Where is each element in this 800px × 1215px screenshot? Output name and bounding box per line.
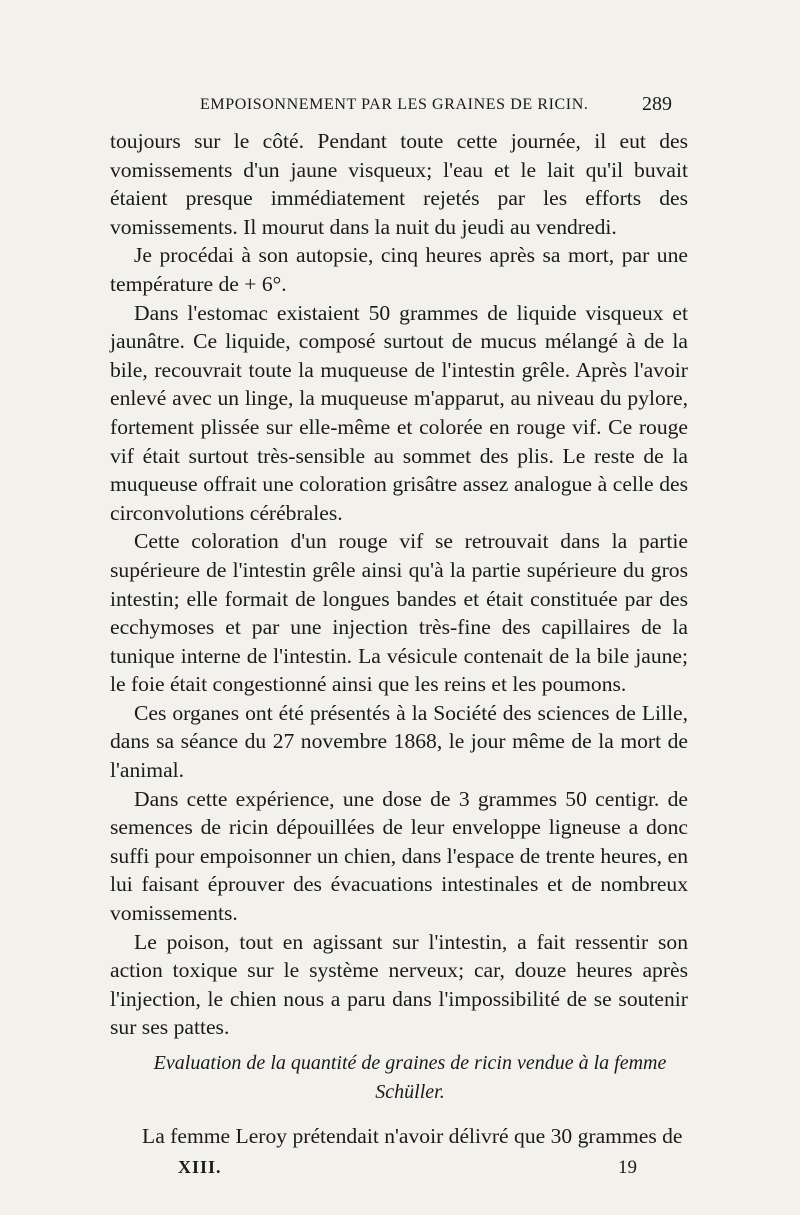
page-number: 289 (642, 93, 672, 115)
body-text (110, 127, 688, 1042)
signature-mark: XIII. (178, 1157, 222, 1177)
paragraph-leroy: La femme Leroy prétendait n'avoir délivré que 30 grammes de (142, 1124, 683, 1148)
paragraph-autopsy: Je procédai à son autopsie, cinq heures après sa mort, par une température de + 6°. (110, 243, 688, 296)
sheet-number: 19 (618, 1157, 637, 1178)
paragraph-experiment: Dans cette expérience, une dose de 3 grammes 50 centigr. de semences de ricin dépouillées de leur enveloppe ligneuse a donc suffi pour empoisonner un chien, dans l'espace de trente heures, en lui faisant éprouver des évacuations intestinales et de nombreux vomissements. (110, 786, 688, 926)
running-title: EMPOISONNEMENT PAR LES GRAINES DE RICIN. (200, 96, 589, 113)
paragraph-stomach: Dans l'estomac existaient 50 grammes de liquide visqueux et jaunâtre. Ce liquide, composé surtout de mucus mélangé à de la bile, recouvrait toute la muqueuse de l'intestin grêle. Après l'avoir enlevé avec un linge, la muqueuse m'apparut, au niveau du pylore, fortement plissée sur elle-même et colorée en rouge vif. Ce rouge vif était surtout très-sensible au sommet des plis. Le reste de la muqueuse offrait une coloration grisâtre assez analogue à celle des circonvolutions cérébrales. (110, 300, 688, 525)
section-title: Evaluation de la quantité de graines de ricin vendue à la femme Schüller. (153, 1052, 667, 1103)
paragraph-continuation: toujours sur le côté. Pendant toute cette journée, il eut des vomissements d'un jaune visqueux; l'eau et le lait qu'il buvait étaient presque immédiatement rejetés par les efforts des vomissements. Il mourut dans la nuit du jeudi au vendredi. (110, 129, 688, 239)
paragraph-poison: Le poison, tout en agissant sur l'intestin, a fait ressentir son action toxique sur le système nerveux; car, douze heures après l'injection, le chien nous a paru dans l'impossibilité de se soutenir sur ses pattes. (110, 929, 688, 1040)
paragraph-coloration: Cette coloration d'un rouge vif se retrouvait dans la partie supérieure de l'intestin grêle ainsi qu'à la partie supérieure du gros intestin; elle formait de longues bandes et était constituée par des ecchymoses et par une injection très-fine des capillaires de la tunique interne de l'intestin. La vésicule contenait de la bile jaune; le foie était congestionné ainsi que les reins et les poumons. (110, 529, 688, 697)
paragraph-organs: Ces organes ont été présentés à la Société des sciences de Lille, dans sa séance du 27 novembre 1868, le jour même de la mort de l'animal. (110, 700, 688, 783)
